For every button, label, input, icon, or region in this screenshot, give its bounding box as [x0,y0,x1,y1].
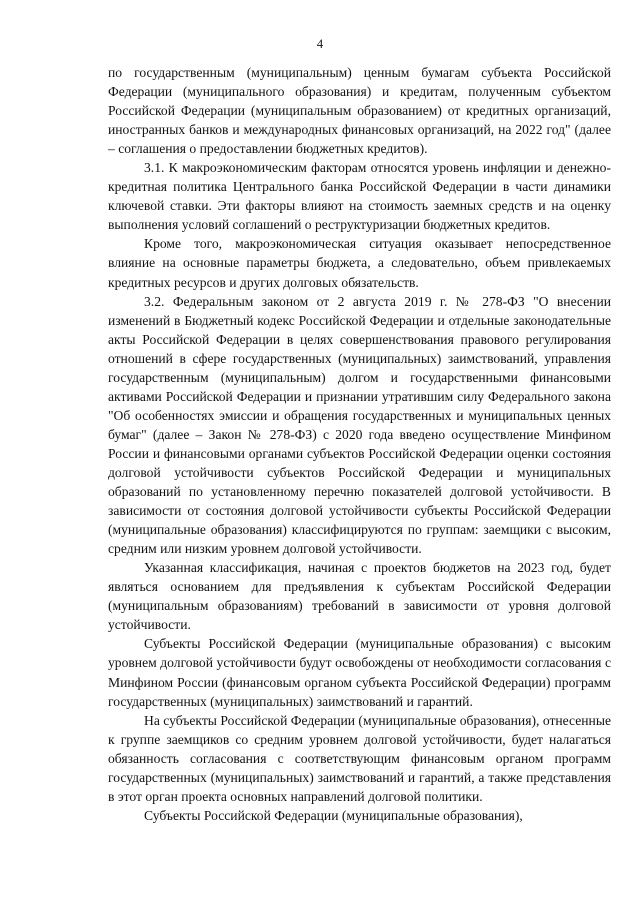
document-body [108,63,611,825]
paragraph-continuation-credit-agreements: по государственным (муниципальным) ценным бумагам субъекта Российской Федерации (муниципального образования) и кредитам, полученным субъектом Российской Федерации (муниципальным образованием) от кредитных организаций, иностранных банков и международных финансовых организаций, на 2022 год" (далее – соглашения о предоставлении бюджетных кредитов). [108,65,611,157]
paragraph-3-2-federal-law: 3.2. Федеральным законом от 2 августа 2019 г. № 278-ФЗ "О внесении изменений в Бюджетный кодекс Российской Федерации и отдельные законодательные акты Российской Федерации в целях совершенствования правового регулирования отношений в сфере государственных (муниципальных) заимствований, управления государственным (муниципальным) долгом и государственными финансовыми активами Российской Федерации и признании утратившим силу Федерального закона "Об особенностях эмиссии и обращения государственных и муниципальных ценных бумаг" (далее – Закон № 278-ФЗ) с 2020 года введено осуществление Минфином России и финансовыми органами субъектов Российской Федерации оценки состояния долговой устойчивости субъектов Российской Федерации и муниципальных образований по установленному перечню показателей долговой устойчивости. В зависимости от состояния долговой устойчивости субъекты Российской Федерации (муниципальные образования) классифицируются по группам: заемщики с высоким, средним или низким уровнем долговой устойчивости. [108,293,611,557]
paragraph-classification: Указанная классификация, начиная с проектов бюджетов на 2023 год, будет являться основанием для предъявления к субъектам Российской Федерации (муниципальным образованиям) требований в зависимости от уровня долговой устойчивости. [108,560,611,633]
page-number: 4 [316,37,324,51]
paragraph-low-stability-start: Субъекты Российской Федерации (муниципальные образования), [144,807,523,823]
paragraph-medium-stability: На субъекты Российской Федерации (муниципальные образования), отнесенные к группе заемщиков со средним уровнем долговой устойчивости, будет налагаться обязанность согласования с соответствующим финансовым органом программ государственных (муниципальных) заимствований и гарантий, а также представления в этот орган проекта основных направлений долговой политики. [108,712,611,804]
paragraph-macroeconomic-influence: Кроме того, макроэкономическая ситуация оказывает непосредственное влияние на основные параметры бюджета, а следовательно, объем привлекаемых кредитных ресурсов и других долговых обязательств. [108,236,611,290]
paragraph-3-1-macroeconomic-factors: 3.1. К макроэкономическим факторам относятся уровень инфляции и денежно-кредитная политика Центрального банка Российской Федерации в части динамики ключевой ставки. Эти факторы влияют на стоимость заемных средств и на оценку выполнения условий соглашений о реструктуризации бюджетных кредитов. [108,160,611,233]
paragraph-high-stability: Субъекты Российской Федерации (муниципальные образования) с высоким уровнем долговой устойчивости будут освобождены от необходимости согласования с Минфином России (финансовым органом субъекта Российской Федерации) программ государственных (муниципальных) заимствований и гарантий. [108,636,611,709]
